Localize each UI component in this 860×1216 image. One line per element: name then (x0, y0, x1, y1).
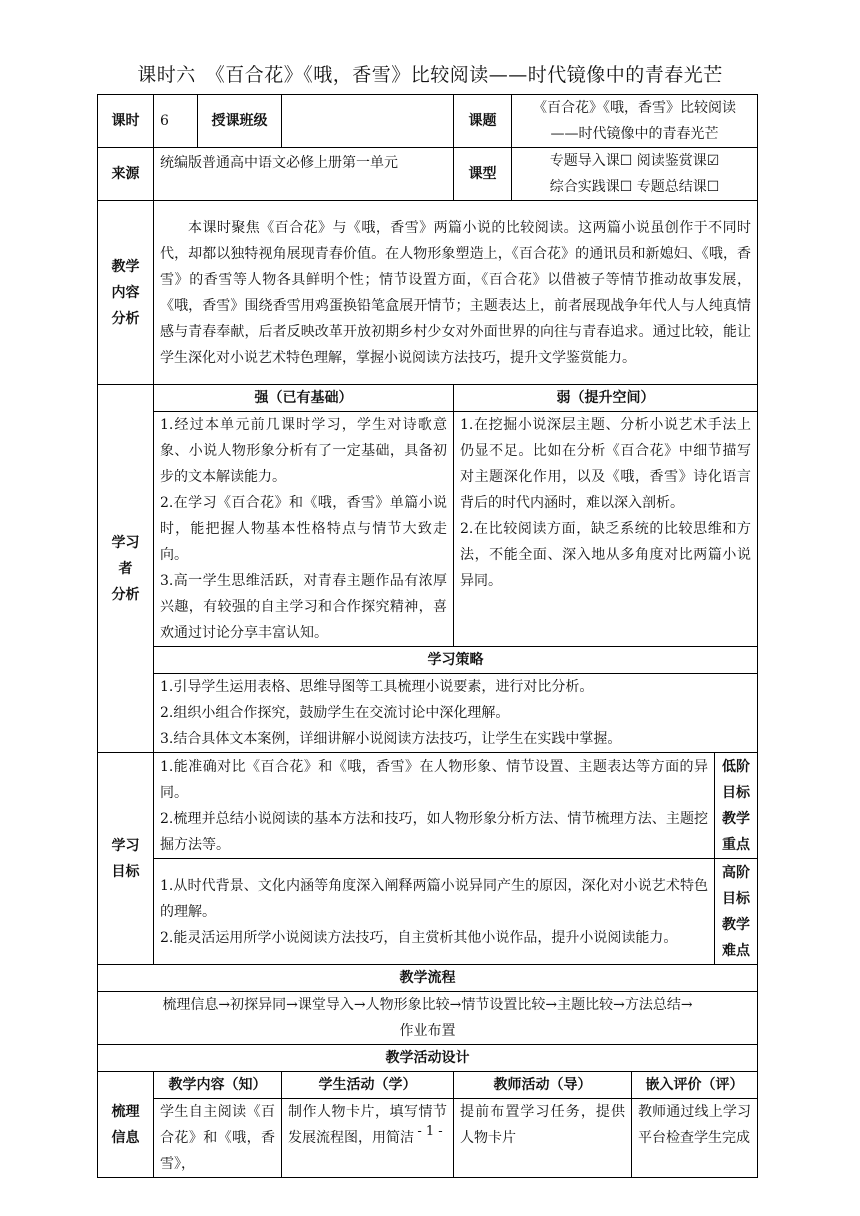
topic-line-1: 《百合花》《哦，香雪》比较阅读 (533, 100, 737, 116)
page-title: 课时六 《百合花》《哦，香雪》比较阅读——时代镜像中的青春光芒 (137, 64, 723, 86)
content-analysis-label (98, 201, 154, 385)
learner-label-line: 者 (118, 560, 133, 577)
flow-line-2: 作业布置 (399, 1023, 456, 1039)
flow-text (98, 992, 758, 1045)
low-tag-line: 目标 (722, 784, 751, 801)
lesson-type-options (512, 148, 758, 201)
class-value (282, 95, 454, 148)
source-value: 统编版普通高中语文必修上册第一单元 (154, 148, 454, 201)
flow-header: 教学流程 (98, 965, 758, 992)
objectives-label-line: 学习 (111, 837, 140, 854)
low-objectives (154, 753, 715, 859)
activity-row-label-line: 信息 (111, 1129, 140, 1146)
low-tag-line: 重点 (722, 836, 751, 853)
class-label: 授课班级 (198, 95, 282, 148)
content-analysis-label-line: 教学 (111, 258, 140, 275)
objectives-label-line: 目标 (111, 863, 140, 880)
topic-line-2: ——时代镜像中的青春光芒 (550, 126, 719, 142)
topic-value (512, 95, 758, 148)
high-objective-item: 1.从时代背景、文化内涵等角度深入阐释两篇小说异同产生的原因，深化对小说艺术特色的理解。 (160, 877, 709, 920)
strong-item: 1.经过本单元前几课时学习，学生对诗歌意象、小说人物形象分析有了一定基础，具备初步的文本解读能力。 (160, 417, 448, 485)
high-objective-item: 2.能灵活运用所学小说阅读方法技巧，自主赏析其他小说作品，提升小说阅读能力。 (160, 929, 678, 946)
low-objective-item: 1.能准确对比《百合花》和《哦，香雪》在人物形象、情节设置、主题表达等方面的异同。 (160, 758, 709, 801)
activity-cell-teacher: 提前布置学习任务，提供人物卡片 (454, 1099, 632, 1178)
strategy-item: 1.引导学生运用表格、思维导图等工具梳理小说要素，进行对比分析。 (160, 679, 594, 695)
topic-label: 课题 (454, 95, 512, 148)
high-tag-line: 高阶 (722, 864, 751, 881)
col-header-teacher: 教师活动（导） (454, 1072, 632, 1099)
page-number: - 1 - (417, 1124, 443, 1139)
content-analysis-label-line: 内容 (111, 284, 140, 301)
content-analysis-label-line: 分析 (111, 310, 140, 327)
weak-item: 2.在比较阅读方面，缺乏系统的比较思维和方法，不能全面、深入地从多角度对比两篇小说异同。 (460, 521, 752, 589)
type-line-2: 综合实践课☐ 专题总结课☐ (549, 179, 720, 195)
low-tag-line: 教学 (722, 810, 751, 827)
lesson-plan-table (97, 94, 758, 1178)
high-objectives (154, 859, 715, 965)
weak-item: 1.在挖掘小说深层主题、分析小说艺术手法上仍显不足。比如在分析《百合花》中细节描写对主题深化作用，以及《哦，香雪》诗化语言背后的时代内涵时，难以深入剖析。 (460, 417, 752, 511)
lesson-label: 课时 (98, 95, 154, 148)
high-tag-line: 目标 (722, 890, 751, 907)
strong-items (154, 412, 454, 647)
strong-header: 强（已有基础） (154, 385, 454, 412)
learner-analysis-label (98, 385, 154, 753)
objectives-label (98, 753, 154, 965)
low-objective-item: 2.梳理并总结小说阅读的基本方法和技巧，如人物形象分析方法、情节梳理方法、主题挖掘方法等。 (160, 810, 709, 853)
learner-label-line: 学习 (111, 534, 140, 551)
source-label: 来源 (98, 148, 154, 201)
type-label: 课型 (454, 148, 512, 201)
activity-cell-content: 学生自主阅读《百合花》和《哦，香雪》， (154, 1099, 282, 1178)
strategy-item: 2.组织小组合作探究，鼓励学生在交流讨论中深化理解。 (160, 705, 510, 721)
high-tag-line: 难点 (722, 942, 751, 959)
col-header-evaluation: 嵌入评价（评） (632, 1072, 758, 1099)
low-objective-tag (715, 753, 758, 859)
high-objective-tag (715, 859, 758, 965)
weak-header: 弱（提升空间） (454, 385, 758, 412)
type-line-1: 专题导入课☐ 阅读鉴赏课☑ (549, 153, 720, 169)
col-header-student: 学生活动（学） (282, 1072, 454, 1099)
strategy-header: 学习策略 (154, 647, 758, 674)
strong-item: 2.在学习《百合花》和《哦，香雪》单篇小说时，能把握人物基本性格特点与情节大致走向。 (160, 495, 448, 563)
strategy-items (154, 674, 758, 753)
strategy-item: 3.结合具体文本案例，详细讲解小说阅读方法技巧，让学生在实践中掌握。 (160, 731, 622, 747)
activity-header: 教学活动设计 (98, 1045, 758, 1072)
activity-cell-student: 制作人物卡片，填写情节发展流程图，用简洁 (282, 1099, 454, 1178)
col-header-content: 教学内容（知） (154, 1072, 282, 1099)
weak-items (454, 412, 758, 647)
learner-label-line: 分析 (111, 586, 140, 603)
content-analysis-text: 本课时聚焦《百合花》与《哦，香雪》两篇小说的比较阅读。这两篇小说虽创作于不同时代，却都以独特视角展现青春价值。在人物形象塑造上，《百合花》的通讯员和新媳妇、《哦，香雪》的香雪等人物各具鲜明个性；情节设置方面，《百合花》以借被子等情节推动故事发展，《哦，香雪》围绕香雪用鸡蛋换铅笔盒展开情节；主题表达上，前者展现战争年代人与人纯真情感与青春奉献，后者反映改革开放初期乡村少女对外面世界的向往与青春追求。通过比较，能让学生深化对小说艺术特色理解，掌握小说阅读方法技巧，提升文学鉴赏能力。 (154, 201, 758, 385)
activity-cell-evaluation: 教师通过线上学习平台检查学生完成 (632, 1099, 758, 1178)
lesson-value: 6 (154, 95, 198, 148)
strong-item: 3.高一学生思维活跃，对青春主题作品有浓厚兴趣，有较强的自主学习和合作探究精神，喜欢通过讨论分享丰富认知。 (160, 573, 448, 641)
high-tag-line: 教学 (722, 916, 751, 933)
activity-row-label-line: 梳理 (111, 1103, 140, 1120)
flow-line-1: 梳理信息→初探异同→课堂导入→人物形象比较→情节设置比较→主题比较→方法总结→ (162, 997, 693, 1013)
low-tag-line: 低阶 (722, 758, 751, 775)
